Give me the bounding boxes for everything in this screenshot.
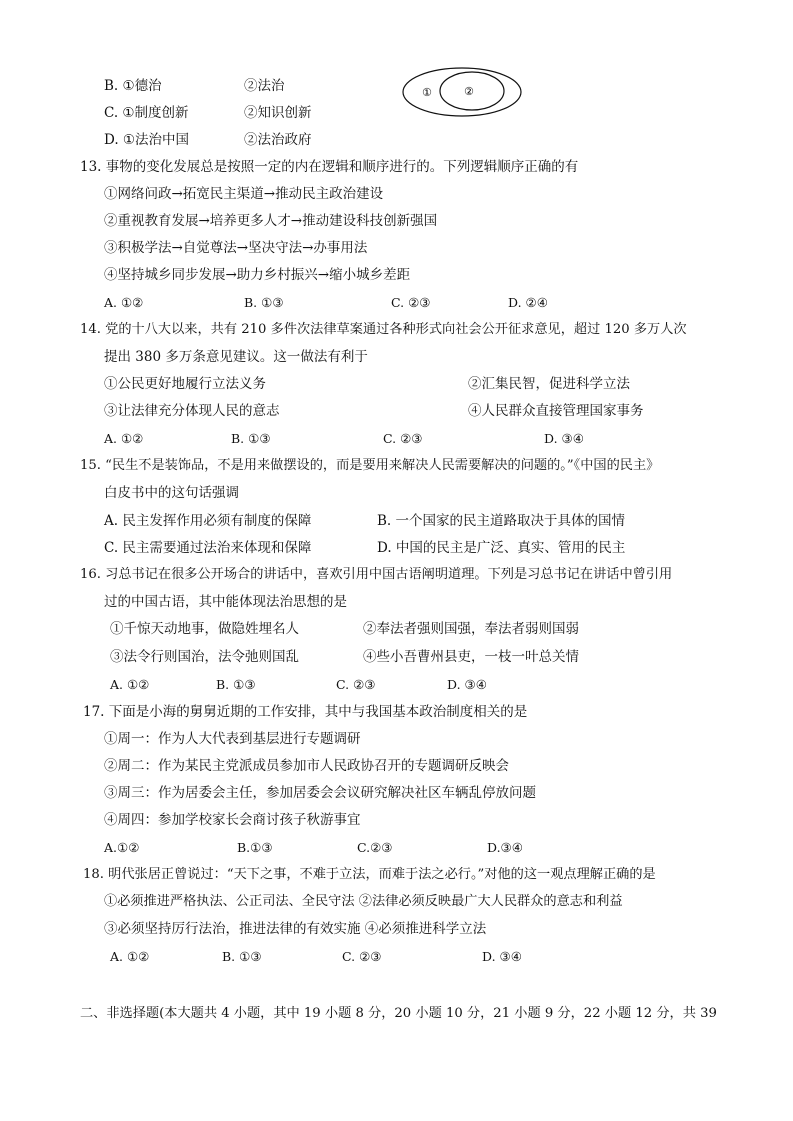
q16-item-3: ③法令行则国治，法令弛则国乱 — [110, 649, 299, 665]
q16-option-d: D. ③④ — [447, 677, 487, 692]
q18-option-a: A. ①② — [110, 949, 150, 964]
q15-option-c: C. 民主需要通过法治来体现和保障 — [104, 540, 312, 556]
q18-stem: 18. 明代张居正曾说过：“天下之事，不难于立法，而难于法之必行。”对他的这一观点理解正确的是 — [83, 867, 656, 882]
q14-item-4: ④人民群众直接管理国家事务 — [468, 403, 644, 419]
q18-items-line2: ③必须坚持厉行法治，推进法律的有效实施 ④必须推进科学立法 — [104, 921, 487, 937]
q17-stem: 17. 下面是小海的舅舅近期的工作安排，其中与我国基本政治制度相关的是 — [83, 704, 528, 720]
q17-item-3: ③周三：作为居委会主任，参加居委会会议研究解决社区车辆乱停放问题 — [104, 785, 536, 801]
q12-option-d: D. ①法治中国 — [104, 132, 190, 148]
q17-option-c: C.②③ — [357, 840, 393, 855]
q13-option-a: A. ①② — [104, 295, 144, 310]
q16-item-1: ①千惊天动地事，做隐姓埋名人 — [110, 621, 299, 637]
q15-option-a: A. 民主发挥作用必须有制度的保障 — [104, 513, 312, 529]
q16-option-a: A. ①② — [110, 677, 150, 692]
q18-items-line1: ①必须推进严格执法、公正司法、全民守法 ②法律必须反映最广大人民群众的意志和利益 — [104, 894, 623, 909]
q15-option-d: D. 中国的民主是广泛、真实、管用的民主 — [377, 540, 626, 556]
q17-option-d: D.③④ — [487, 840, 523, 855]
q16-option-b: B. ①③ — [216, 677, 256, 692]
q18-option-b: B. ①③ — [222, 949, 262, 964]
q12-option-c-2: ②知识创新 — [244, 105, 312, 121]
q12-option-b-2: ②法治 — [244, 78, 285, 94]
q14-option-a: A. ①② — [104, 431, 144, 446]
q14-option-c: C. ②③ — [383, 431, 423, 446]
q18-option-c: C. ②③ — [342, 949, 382, 964]
outer-label: ① — [422, 86, 432, 99]
q12-option-c: C. ①制度创新 — [104, 105, 189, 121]
q12-option-d-2: ②法治政府 — [244, 132, 312, 148]
q14-item-1: ①公民更好地履行立法义务 — [104, 376, 266, 392]
q13-option-d: D. ②④ — [508, 295, 548, 310]
q13-item-2: ②重视教育发展→培养更多人才→推动建设科技创新强国 — [104, 213, 438, 229]
q17-option-b: B.①③ — [237, 840, 273, 855]
q12-option-b: B. ①德治 — [104, 78, 162, 94]
q15-stem-line2: 白皮书中的这句话强调 — [104, 485, 239, 501]
q14-option-d: D. ③④ — [544, 431, 584, 446]
q13-item-4: ④坚持城乡同步发展→助力乡村振兴→缩小城乡差距 — [104, 267, 411, 283]
q13-option-b: B. ①③ — [244, 295, 284, 310]
q17-item-1: ①周一：作为人大代表到基层进行专题调研 — [104, 731, 361, 747]
q16-stem-line1: 16. 习总书记在很多公开场合的讲话中，喜欢引用中国古语阐明道理。下列是习总书记在讲话中曾引用 — [80, 567, 673, 582]
q15-option-b: B. 一个国家的民主道路取决于具体的国情 — [377, 513, 626, 529]
q14-option-b: B. ①③ — [231, 431, 271, 446]
q15-stem-line1: 15. “民生不是装饰品，不是用来做摆设的，而是要用来解决人民需要解决的问题的。”《中国的民主》 — [80, 458, 660, 473]
inner-label: ② — [464, 85, 474, 98]
q14-stem-line1: 14. 党的十八大以来，共有 210 多件次法律草案通过各种形式向社会公开征求意见，超过 120 多万人次 — [80, 322, 687, 337]
q17-item-2: ②周二：作为某民主党派成员参加市人民政协召开的专题调研反映会 — [104, 758, 509, 774]
venn-diagram — [400, 64, 526, 120]
q14-stem-line2: 提出 380 多万条意见建议。这一做法有利于 — [104, 349, 368, 365]
q14-item-3: ③让法律充分体现人民的意志 — [104, 403, 280, 419]
q13-item-1: ①网络问政→拓宽民主渠道→推动民主政治建设 — [104, 186, 384, 202]
q16-item-4: ④些小吾曹州县吏，一枝一叶总关情 — [363, 649, 579, 665]
q17-option-a: A.①② — [104, 840, 140, 855]
q13-stem: 13. 事物的变化发展总是按照一定的内在逻辑和顺序进行的。下列逻辑顺序正确的有 — [80, 159, 579, 175]
q18-option-d: D. ③④ — [482, 949, 522, 964]
q16-stem-line2: 过的中国古语，其中能体现法治思想的是 — [104, 594, 347, 610]
q16-item-2: ②奉法者强则国强，奉法者弱则国弱 — [363, 621, 579, 637]
q17-item-4: ④周四：参加学校家长会商讨孩子秋游事宜 — [104, 812, 361, 828]
q13-item-3: ③积极学法→自觉尊法→坚决守法→办事用法 — [104, 240, 368, 256]
section-2-heading: 二、非选择题(本大题共 4 小题，其中 19 小题 8 分，20 小题 10 分，21 小题 9 分，22 小题 12 分，共 39 — [80, 1006, 717, 1021]
q13-option-c: C. ②③ — [391, 295, 431, 310]
q14-item-2: ②汇集民智，促进科学立法 — [468, 376, 630, 392]
q16-option-c: C. ②③ — [336, 677, 376, 692]
